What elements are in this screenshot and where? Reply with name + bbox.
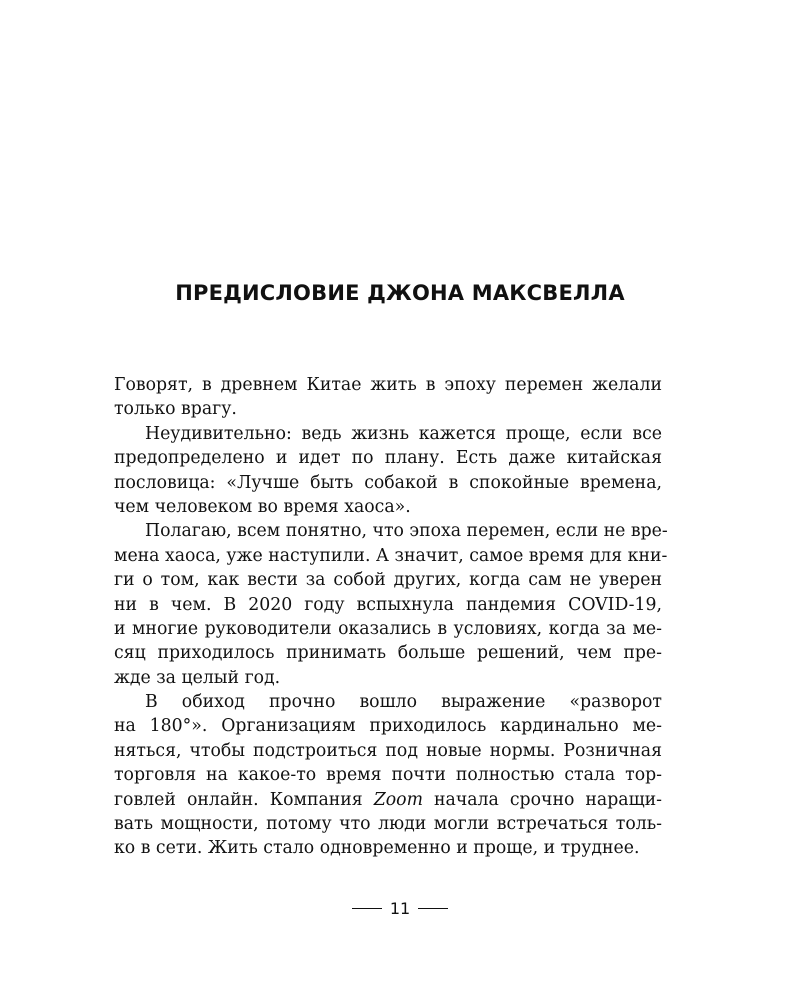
text-line: няться, чтобы подстроиться под новые нормы. Розничная — [114, 740, 662, 761]
chapter-title: ПРЕДИСЛОВИЕ ДЖОНА МАКСВЕЛЛА — [175, 281, 625, 305]
text-line: Неудивительно: ведь жизнь кажется проще, если все — [145, 423, 662, 444]
text-segment: начала срочно наращи- — [434, 789, 663, 810]
text-line: ги о том, как вести за собой других, когда сам не уверен — [114, 570, 662, 591]
text-line: и многие руководители оказались в условиях, когда за ме- — [114, 618, 662, 639]
folio-rule-left — [352, 908, 382, 909]
text-line: мена хаоса, уже наступили. А значит, самое время для кни- — [114, 545, 668, 566]
text-line: только врагу. — [114, 399, 237, 420]
text-line: В обиход прочно вошло выражение «разворот — [145, 692, 662, 713]
text-line: ко в сети. Жить стало одновременно и проще, и труднее. — [114, 838, 640, 859]
text-line: предопределено и идет по плану. Есть даже китайская — [114, 448, 662, 469]
text-line: на 180°». Организациям приходилось кардинально ме- — [114, 716, 662, 737]
page-footer — [0, 899, 800, 918]
text-segment: говлей онлайн. Компания — [114, 789, 363, 810]
text-line — [114, 788, 662, 812]
text-line: чем человеком во время хаоса». — [114, 496, 411, 517]
folio-rule-right — [418, 908, 448, 909]
text-line: пословица: «Лучше быть собакой в спокойные времена, — [114, 472, 662, 493]
text-line: жде за целый год. — [114, 667, 281, 688]
text-line: ни в чем. В 2020 году вспыхнула пандемия COVID-19, — [114, 594, 662, 615]
text-line: вать мощности, потому что люди могли встречаться толь- — [114, 814, 662, 835]
brand-name-zoom: Zoom — [373, 789, 423, 810]
text-line: торговля на какое-то время почти полностью стала тор- — [114, 765, 662, 786]
page-number: 11 — [389, 899, 411, 918]
text-line: Полагаю, всем понятно, что эпоха перемен, если не вре- — [145, 521, 668, 542]
text-line: Говорят, в древнем Китае жить в эпоху перемен желали — [114, 375, 662, 395]
text-line: сяц приходилось принимать больше решений, чем пре- — [114, 643, 662, 664]
body-text — [114, 373, 668, 861]
